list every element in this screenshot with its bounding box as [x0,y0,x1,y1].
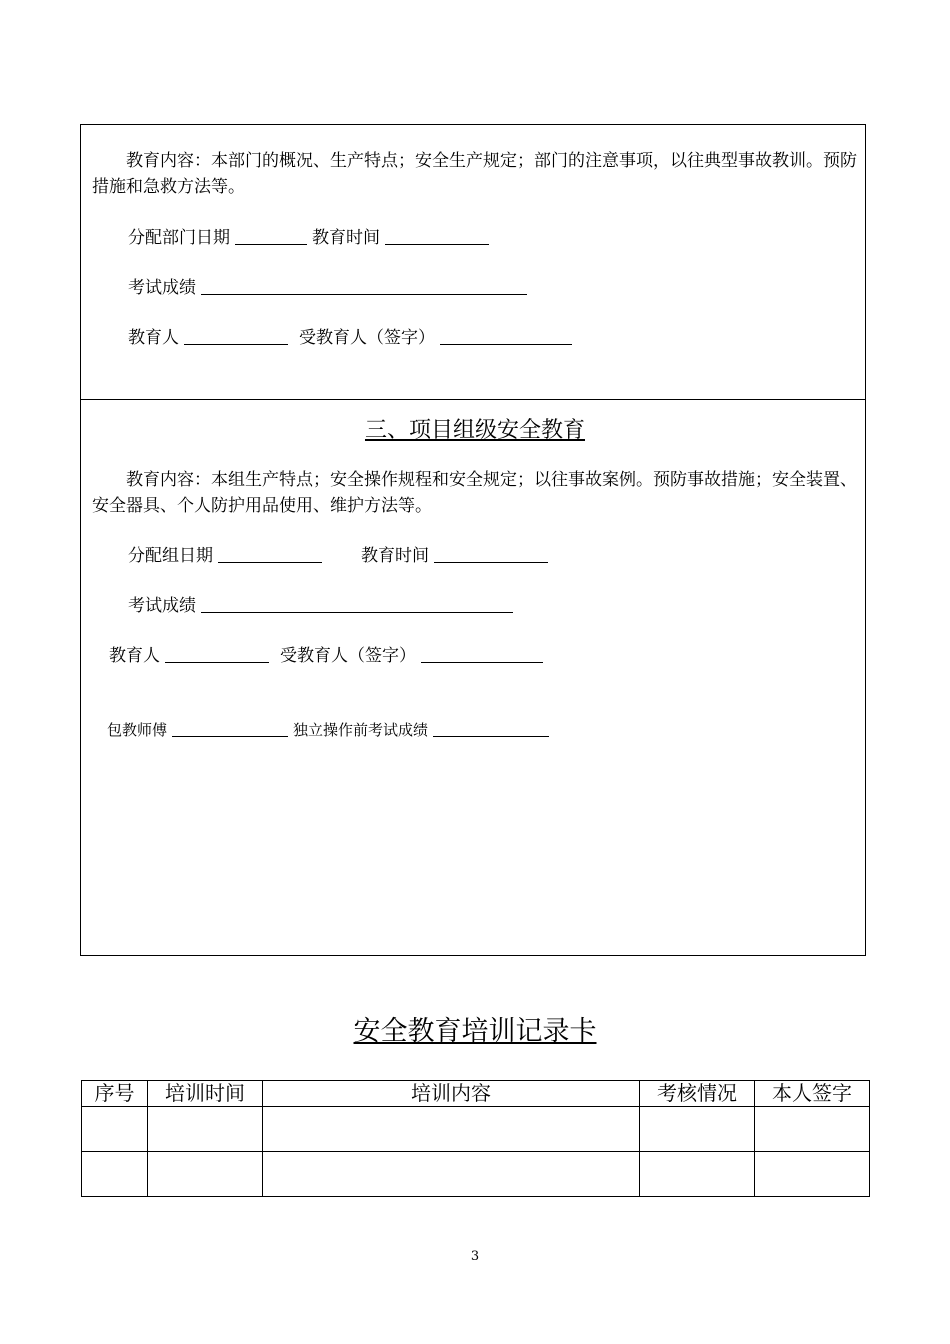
table-cell[interactable] [640,1152,755,1197]
team-sign-row [109,646,548,666]
table-cell[interactable] [640,1107,755,1152]
independent-exam-field[interactable] [433,723,549,737]
table-cell[interactable] [82,1107,148,1152]
team-assign-date-field[interactable] [218,546,322,563]
team-exam-label: 考试成绩 [128,596,196,616]
table-row [82,1107,870,1152]
table-cell[interactable] [263,1152,640,1197]
dept-edu-time-field[interactable] [385,228,489,245]
team-edu-time-field[interactable] [434,546,548,563]
dept-education-content: 教育内容：本部门的概况、生产特点；安全生产规定；部门的注意事项，以往典型事故教训。预防措施和急救方法等。 [92,151,857,197]
team-trainee-field[interactable] [421,646,543,663]
team-trainee-label: 受教育人（签字） [280,646,416,666]
training-record-table [81,1080,870,1197]
dept-sign-row [128,328,577,348]
table-cell[interactable] [755,1152,870,1197]
table-cell[interactable] [148,1107,263,1152]
dept-exam-row [128,278,532,298]
mentor-label: 包教师傅 [107,721,168,739]
dept-assign-date-field[interactable] [235,228,307,245]
column-header-signature: 本人签字 [755,1081,870,1107]
dept-exam-field[interactable] [201,278,527,295]
dept-trainee-label: 受教育人（签字） [299,328,435,348]
dept-exam-label: 考试成绩 [128,278,196,298]
dept-educator-label: 教育人 [128,328,179,348]
team-exam-row [128,596,518,616]
record-card-title: 安全教育培训记录卡 [353,1016,597,1047]
column-header-assessment: 考核情况 [640,1081,755,1107]
independent-exam-label: 独立操作前考试成绩 [293,721,429,739]
column-header-index: 序号 [82,1081,148,1107]
team-educator-label: 教育人 [109,646,160,666]
team-edu-time-label: 教育时间 [361,546,429,566]
dept-date-row [128,228,494,248]
project-team-section-title: 三、项目组级安全教育 [364,418,585,443]
column-header-training-content: 培训内容 [263,1081,640,1107]
dept-assign-date-label: 分配部门日期 [128,228,230,248]
table-row [82,1152,870,1197]
table-header-row [82,1081,870,1107]
team-date-row [128,546,553,566]
team-educator-field[interactable] [165,646,269,663]
table-cell[interactable] [755,1107,870,1152]
team-education-content: 教育内容：本组生产特点；安全操作规程和安全规定；以往事故案例。预防事故措施；安全装置、安全器具、个人防护用品使用、维护方法等。 [92,470,857,516]
table-cell[interactable] [82,1152,148,1197]
table-cell[interactable] [263,1107,640,1152]
dept-edu-time-label: 教育时间 [312,228,380,248]
team-exam-field[interactable] [201,596,513,613]
mentor-field[interactable] [172,723,288,737]
dept-trainee-field[interactable] [440,328,572,345]
dept-educator-field[interactable] [184,328,288,345]
page-number: 3 [470,1249,480,1264]
team-assign-date-label: 分配组日期 [128,546,213,566]
mentor-row [107,720,554,740]
column-header-training-time: 培训时间 [148,1081,263,1107]
table-cell[interactable] [148,1152,263,1197]
